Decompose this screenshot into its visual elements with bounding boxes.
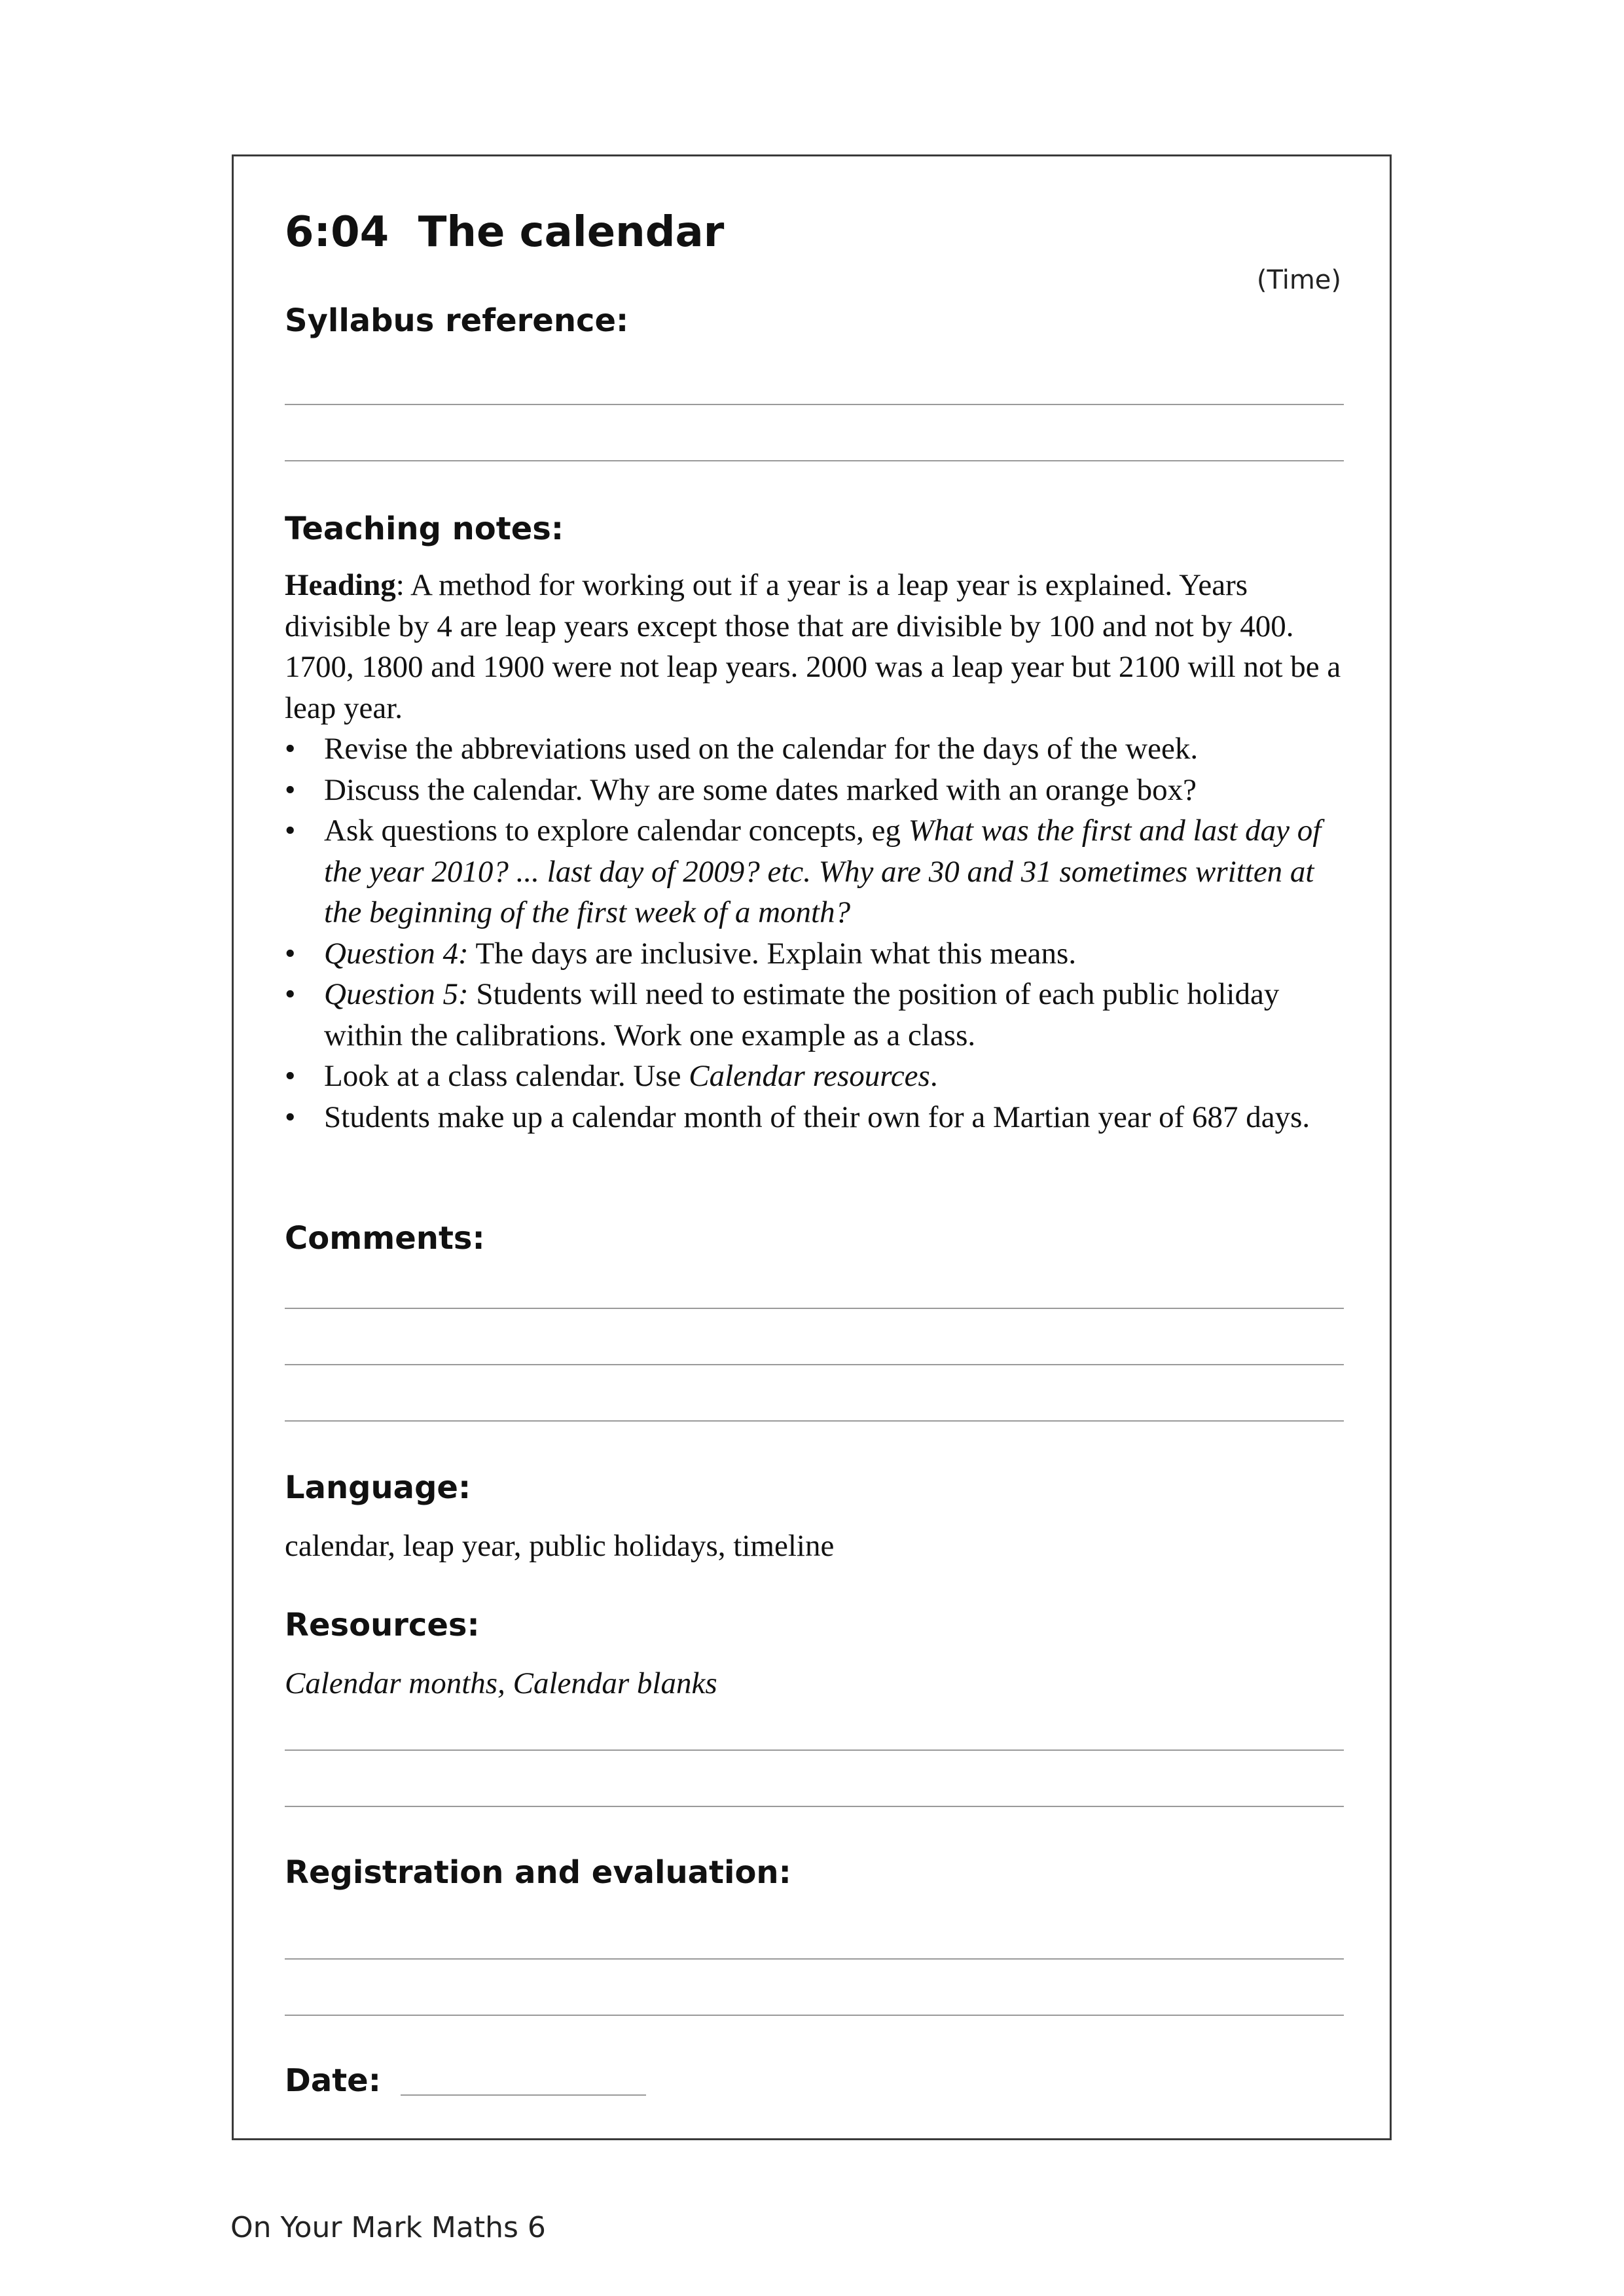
registration-heading: Registration and evaluation: bbox=[285, 1854, 791, 1891]
resources-line-1[interactable] bbox=[285, 1749, 1344, 1751]
language-text: calendar, leap year, public holidays, timeline bbox=[285, 1529, 835, 1563]
page-title: 6:04 The calendar bbox=[285, 208, 725, 257]
comments-line-1[interactable] bbox=[285, 1308, 1344, 1309]
syllabus-line-1[interactable] bbox=[285, 404, 1344, 405]
list-item: • Ask questions to explore calendar concepts, eg What was the first and last day of the year 2010? ... last day of 2009? etc. Why are 30 and 31 sometimes written at the beginning of the first week of a month? bbox=[285, 810, 1345, 933]
list-item: • Discuss the calendar. Why are some dates marked with an orange box? bbox=[285, 770, 1345, 811]
worksheet-frame bbox=[232, 154, 1392, 2140]
page-footer: On Your Mark Maths 6 bbox=[230, 2211, 546, 2244]
syllabus-heading: Syllabus reference: bbox=[285, 302, 629, 339]
heading-label: Heading bbox=[285, 568, 396, 602]
teaching-notes-list bbox=[285, 728, 1345, 1138]
syllabus-line-2[interactable] bbox=[285, 460, 1344, 461]
list-item: • Look at a class calendar. Use Calendar resources. bbox=[285, 1056, 1345, 1097]
list-item: • Students make up a calendar month of their own for a Martian year of 687 days. bbox=[285, 1097, 1345, 1138]
list-item: • Revise the abbreviations used on the calendar for the days of the week. bbox=[285, 728, 1345, 770]
list-item: • Question 5: Students will need to estimate the position of each public holiday within the calibrations. Work one example as a class. bbox=[285, 974, 1345, 1056]
resources-text: Calendar months, Calendar blanks bbox=[285, 1666, 717, 1700]
comments-heading: Comments: bbox=[285, 1220, 485, 1257]
date-field-line[interactable] bbox=[401, 2094, 646, 2096]
time-label: (Time) bbox=[1256, 265, 1341, 295]
registration-line-2[interactable] bbox=[285, 2015, 1344, 2016]
heading-text: : A method for working out if a year is a leap year is explained. Years divisible by 4 are leap years except those that are divisible by 100 and not by 400. 1700, 1800 and 1900 were not leap years. 2000 was a leap year but 2100 will not be a leap year. bbox=[285, 568, 1341, 725]
resources-line-2[interactable] bbox=[285, 1806, 1344, 1807]
date-heading: Date: bbox=[285, 2062, 381, 2099]
teaching-notes-intro bbox=[285, 565, 1345, 728]
teaching-notes-heading: Teaching notes: bbox=[285, 511, 564, 547]
teaching-notes-body bbox=[285, 565, 1345, 1138]
list-item: • Question 4: The days are inclusive. Explain what this means. bbox=[285, 933, 1345, 975]
resources-heading: Resources: bbox=[285, 1607, 480, 1643]
comments-line-3[interactable] bbox=[285, 1420, 1344, 1422]
comments-line-2[interactable] bbox=[285, 1364, 1344, 1365]
language-heading: Language: bbox=[285, 1469, 471, 1506]
registration-line-1[interactable] bbox=[285, 1958, 1344, 1960]
